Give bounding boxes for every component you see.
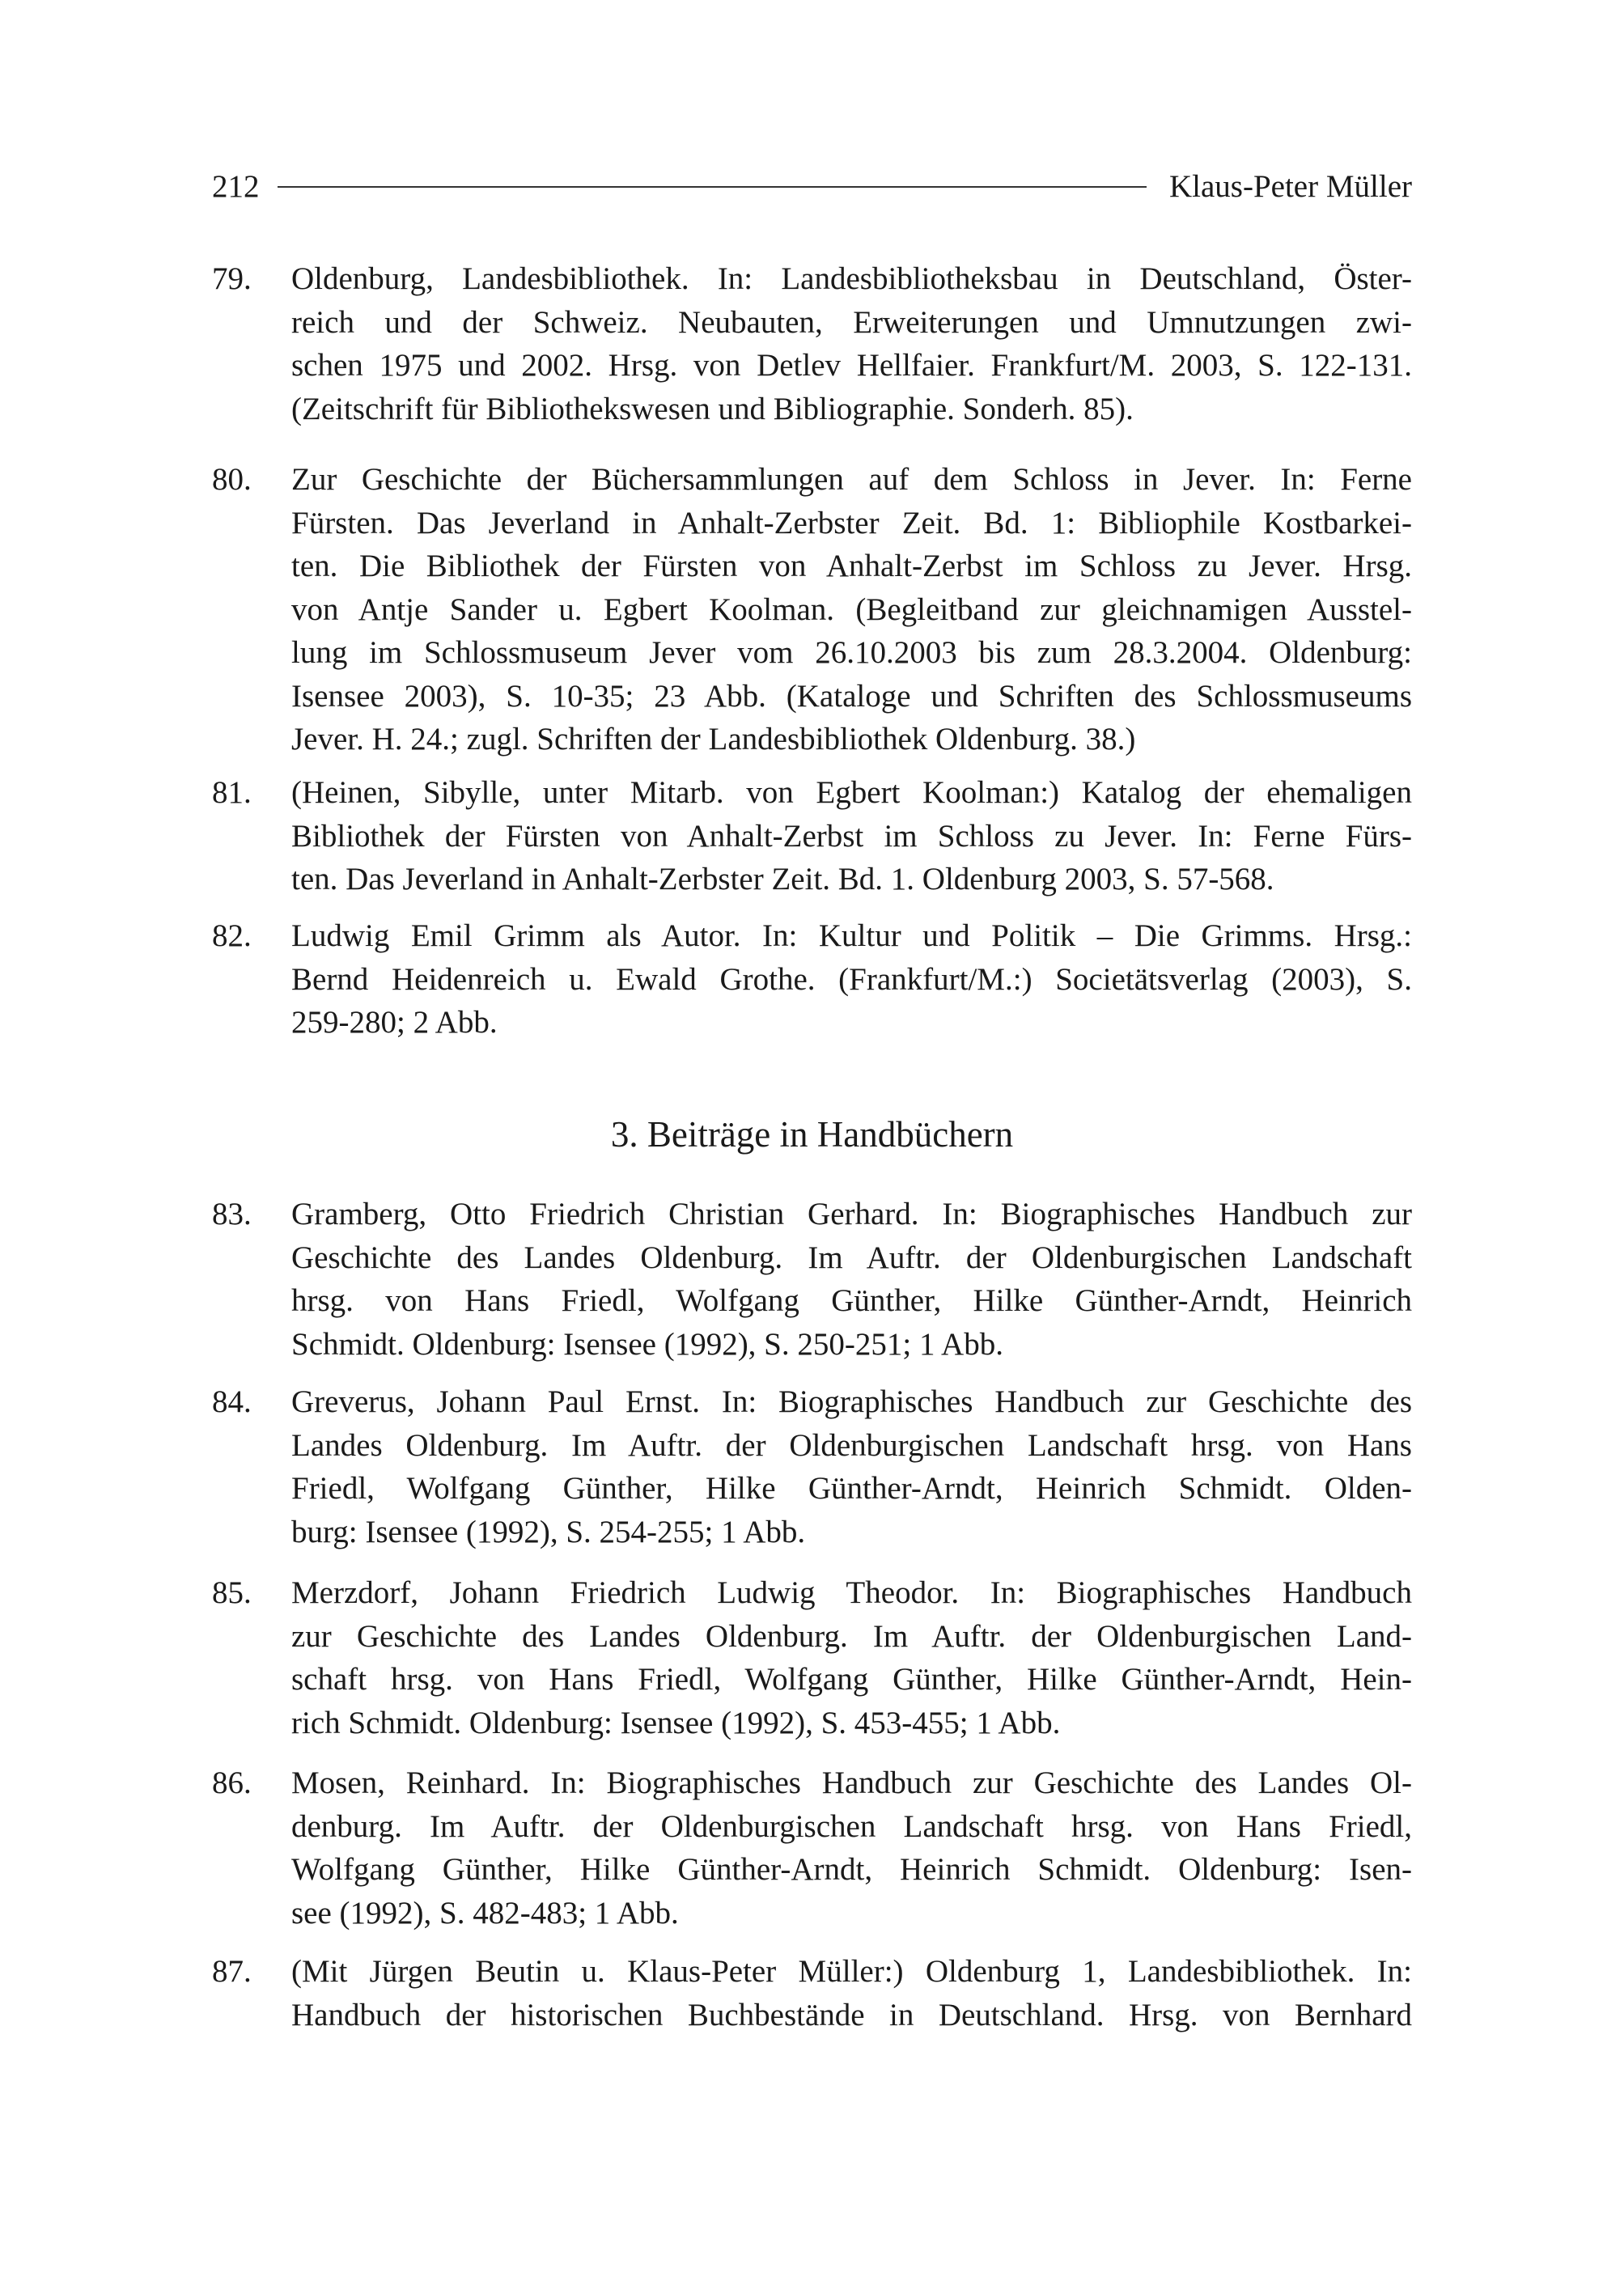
entry-number: 79.: [212, 261, 252, 296]
entry-line: 259-280; 2 Abb.: [291, 1005, 498, 1040]
entry-line: schaft hrsg. von Hans Friedl, Wolfgang Günther, Hilke Günther-Arndt, Hein-: [291, 1662, 1412, 1697]
running-header: [212, 166, 1412, 206]
bibliography-entry-79: [212, 257, 1412, 430]
entry-line: Handbuch der historischen Buchbestände in Deutschland. Hrsg. von Bernhard: [291, 1997, 1412, 2032]
entry-line: Schmidt. Oldenburg: Isensee (1992), S. 250-251; 1 Abb.: [291, 1326, 1003, 1362]
entry-line: Greverus, Johann Paul Ernst. In: Biographisches Handbuch zur Geschichte des: [291, 1384, 1412, 1419]
entry-line: lung im Schlossmuseum Jever vom 26.10.2003 bis zum 28.3.2004. Oldenburg:: [291, 635, 1412, 670]
entry-line: Friedl, Wolfgang Günther, Hilke Günther-Arndt, Heinrich Schmidt. Olden-: [291, 1471, 1412, 1506]
entry-line: Geschichte des Landes Oldenburg. Im Auftr. der Oldenburgischen Landschaft: [291, 1240, 1412, 1275]
entry-line: Zur Geschichte der Büchersammlungen auf dem Schloss in Jever. In: Ferne: [291, 462, 1412, 497]
entry-line: burg: Isensee (1992), S. 254-255; 1 Abb.: [291, 1514, 806, 1549]
entry-text: [291, 914, 1412, 1045]
entry-line: see (1992), S. 482-483; 1 Abb.: [291, 1895, 679, 1931]
entry-text: [291, 1380, 1412, 1553]
entry-line: Wolfgang Günther, Hilke Günther-Arndt, Heinrich Schmidt. Oldenburg: Isen-: [291, 1852, 1412, 1887]
entry-text: [291, 1571, 1412, 1744]
bibliography-entry-87: [212, 1950, 1412, 2037]
entry-line: (Mit Jürgen Beutin u. Klaus-Peter Müller:) Oldenburg 1, Landesbibliothek. In:: [291, 1954, 1412, 1989]
entry-line: denburg. Im Auftr. der Oldenburgischen Landschaft hrsg. von Hans Friedl,: [291, 1808, 1412, 1844]
section-heading: 3. Beiträge in Handbüchern: [610, 1114, 1014, 1155]
entry-line: zur Geschichte des Landes Oldenburg. Im Auftr. der Oldenburgischen Land-: [291, 1618, 1412, 1654]
entry-line: (Zeitschrift für Bibliothekswesen und Bibliographie. Sonderh. 85).: [291, 391, 1134, 426]
entry-line: Fürsten. Das Jeverland in Anhalt-Zerbster Zeit. Bd. 1: Bibliophile Kostbarkei-: [291, 505, 1412, 540]
entry-line: Mosen, Reinhard. In: Biographisches Handbuch zur Geschichte des Landes Ol-: [291, 1765, 1412, 1800]
entry-line: Oldenburg, Landesbibliothek. In: Landesbibliotheksbau in Deutschland, Öster-: [291, 261, 1412, 296]
bibliography-entry-86: [212, 1761, 1412, 1935]
entry-line: rich Schmidt. Oldenburg: Isensee (1992), S. 453-455; 1 Abb.: [291, 1705, 1061, 1740]
entry-text: [291, 1761, 1412, 1935]
entry-number: 81.: [212, 775, 252, 810]
entry-line: von Antje Sander u. Egbert Koolman. (Begleitband zur gleichnamigen Ausstel-: [291, 591, 1412, 627]
bibliography-entry-85: [212, 1571, 1412, 1744]
bibliography-entry-83: [212, 1193, 1412, 1366]
entry-line: ten. Das Jeverland in Anhalt-Zerbster Zeit. Bd. 1. Oldenburg 2003, S. 57-568.: [291, 862, 1274, 896]
running-head-author: Klaus-Peter Müller: [1168, 168, 1412, 204]
entry-number: 83.: [212, 1197, 252, 1231]
entry-line: Bernd Heidenreich u. Ewald Grothe. (Frankfurt/M.:) Societätsverlag (2003), S.: [291, 961, 1412, 997]
entry-number: 80.: [212, 462, 252, 497]
entry-text: [291, 1193, 1412, 1366]
entry-number: 86.: [212, 1765, 252, 1800]
entry-line: hrsg. von Hans Friedl, Wolfgang Günther, Hilke Günther-Arndt, Heinrich: [291, 1283, 1412, 1318]
bibliography-entry-80: [212, 458, 1412, 761]
entry-line: ten. Die Bibliothek der Fürsten von Anhalt-Zerbst im Schloss zu Jever. Hrsg.: [291, 549, 1412, 583]
entry-text: [291, 1950, 1412, 2037]
entry-line: Jever. H. 24.; zugl. Schriften der Landesbibliothek Oldenburg. 38.): [291, 722, 1136, 757]
entry-number: 87.: [212, 1954, 252, 1989]
entry-line: Landes Oldenburg. Im Auftr. der Oldenburgischen Landschaft hrsg. von Hans: [291, 1427, 1412, 1463]
page-number: 212: [212, 168, 260, 204]
entry-line: reich und der Schweiz. Neubauten, Erweiterungen und Umnutzungen zwi-: [291, 304, 1412, 340]
entry-line: Bibliothek der Fürsten von Anhalt-Zerbst im Schloss zu Jever. In: Ferne Fürs-: [291, 818, 1412, 854]
bibliography-entry-84: [212, 1380, 1412, 1553]
entry-line: Ludwig Emil Grimm als Autor. In: Kultur und Politik – Die Grimms. Hrsg.:: [291, 918, 1412, 953]
entry-number: 84.: [212, 1384, 252, 1419]
entry-text: [291, 771, 1412, 901]
entry-text: [291, 458, 1412, 761]
entry-number: 82.: [212, 918, 252, 953]
bibliography-entry-81: [212, 771, 1412, 901]
entry-number: 85.: [212, 1575, 252, 1610]
entry-line: (Heinen, Sibylle, unter Mitarb. von Egbert Koolman:) Katalog der ehemaligen: [291, 775, 1412, 810]
entry-line: Merzdorf, Johann Friedrich Ludwig Theodor. In: Biographisches Handbuch: [291, 1575, 1412, 1610]
entry-text: [291, 257, 1412, 430]
entry-line: Isensee 2003), S. 10-35; 23 Abb. (Kataloge und Schriften des Schlossmuseums: [291, 678, 1412, 714]
entry-line: schen 1975 und 2002. Hrsg. von Detlev Hellfaier. Frankfurt/M. 2003, S. 122-131.: [291, 348, 1412, 383]
header-rule: [278, 186, 1147, 188]
entry-line: Gramberg, Otto Friedrich Christian Gerhard. In: Biographisches Handbuch zur: [291, 1197, 1412, 1231]
bibliography-entry-82: [212, 914, 1412, 1045]
